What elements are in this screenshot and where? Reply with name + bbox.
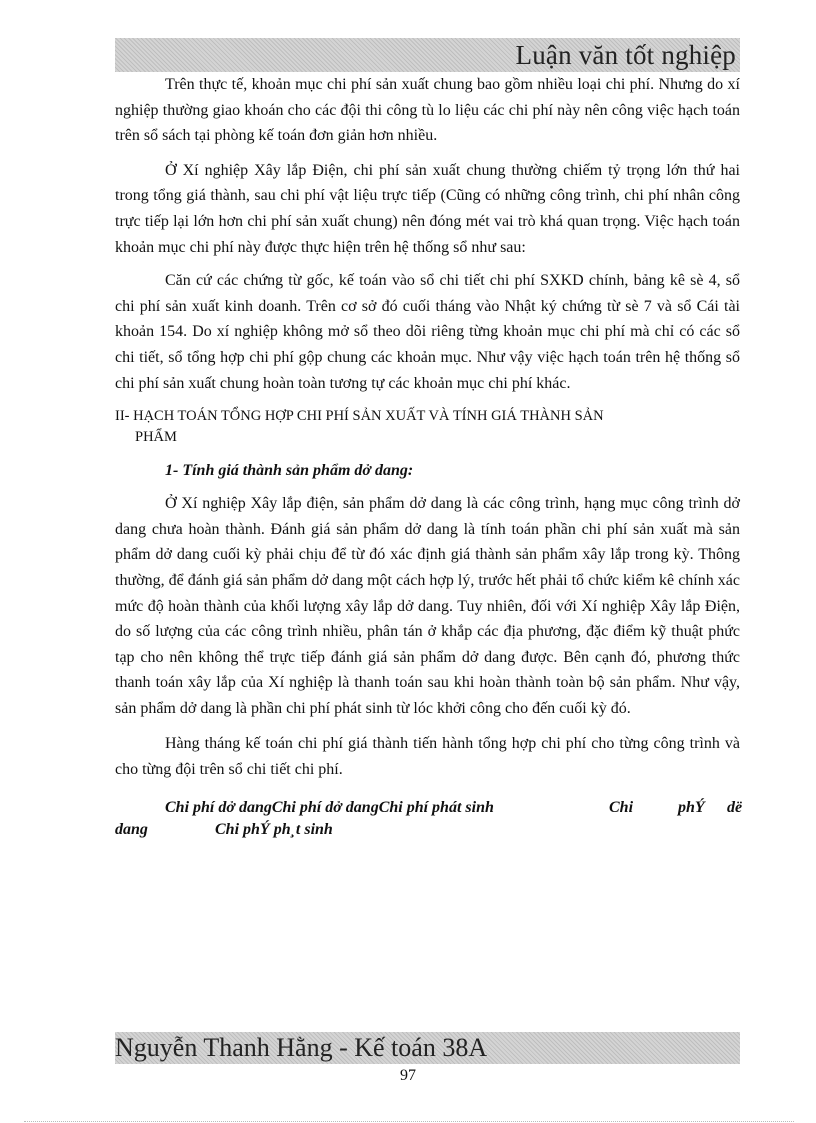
formula-part: dë [727,798,743,816]
formula-part: phÝ [678,798,705,816]
footer-bar [115,1032,740,1064]
paragraph-bookkeeping: Căn cứ các chứng từ gốc, kế toán vào sổ chi tiết chi phí SXKD chính, bảng kê sè 4, sổ chi phí sản xuất kinh doanh. Trên cơ sở đó cuối tháng vào Nhật ký chứng từ sè 7 và sổ Cái tài khoản 154. Do xí nghiệp không mở sổ theo dõi riêng từng khoản mục chi phí mà chỉ có các sổ chi tiết, sổ tổng hợp chi phí gộp chung các khoản mục. Như vậy việc hạch toán trên hệ thống sổ chi phí sản xuất chung hoàn toàn tương tự các khoản mục chi phí khác. [115,272,740,392]
header-title: Luận văn tốt nghiệp [515,40,736,70]
page-number: 97 [400,1067,416,1084]
document-body [115,72,743,845]
paragraph-general-costs: Trên thực tế, khoản mục chi phí sản xuất chung bao gồm nhiều loại chi phí. Nhưng do xí nghiệp thường giao khoán cho các đội thi công tù lo liệu các chi phí này nên công việc hạch toán trên sổ sách tại phòng kế toán đơn giản hơn nhiều. [115,76,740,145]
formula-block [115,797,743,845]
footer-author: Nguyễn Thanh Hằng - Kế toán 38A [115,1033,488,1062]
formula-part: Chi [609,798,634,816]
section-heading [115,406,740,448]
paragraph-monthly-summary: Hàng tháng kế toán chi phí giá thành tiến hành tổng hợp chi phí cho từng công trình và cho từng đội trên sổ chi tiết chi phí. [115,735,740,779]
sub-heading: 1- Tính giá thành sản phẩm dở dang: [165,462,414,480]
bottom-dotted-rule [24,1121,794,1122]
paragraph-wip-valuation: Ở Xí nghiệp Xây lắp điện, sản phẩm dở dang là các công trình, hạng mục công trình dở dang chưa hoàn thành. Đánh giá sản phẩm dở dang là tính toán phần chi phí sản xuất mà sản phẩm dở dang cuối kỳ phải chịu để từ đó xác định giá thành sản phẩm xây lắp trong kỳ. Thông thường, để đánh giá sản phẩm dở dang một cách hợp lý, trước hết phải tổ chức kiểm kê chính xác mức độ hoàn thành của khối lượng xây lắp dở dang. Tuy nhiên, đối với Xí nghiệp Xây lắp Điện, do số lượng của các công trình nhiều, phân tán ở khắp các địa phương, đặc điểm kỹ thuật phức tạp cho nên không thể trực tiếp đánh giá sản phẩm dở dang được. Bên cạnh đó, phương thức thanh toán xây lắp của Xí nghiệp là thanh toán sau khi hoàn thành toàn bộ sản phẩm. Như vậy, sản phẩm dở dang là phần chi phí phát sinh từ lóc khởi công cho đến cuối kỳ đó. [115,495,740,717]
section-heading-line1: II- HẠCH TOÁN TỔNG HỢP CHI PHÍ SẢN XUẤT VÀ TÍNH GIÁ THÀNH SẢN [115,408,604,425]
formula-part: Chi phí dở dangChi phí dở dangChi phí phát sinh [165,798,494,816]
formula-part: Chi phÝ ph¸t sinh [215,820,333,838]
paragraph-cost-share: Ở Xí nghiệp Xây lắp Điện, chi phí sản xuất chung thường chiếm tỷ trọng lớn thứ hai trong tổng giá thành, sau chi phí vật liệu trực tiếp (Cũng có những công trình, chi phí nhân công trực tiếp lại lớn hơn chi phí sản xuất chung) nên đóng mét vai trò khá quan trọng. Việc hạch toán khoản mục chi phí này được thực hiện trên hệ thống sổ như sau: [115,161,740,256]
header-bar [115,38,740,72]
formula-part: dang [115,820,148,838]
section-heading-line2: PHẨM [135,429,177,446]
